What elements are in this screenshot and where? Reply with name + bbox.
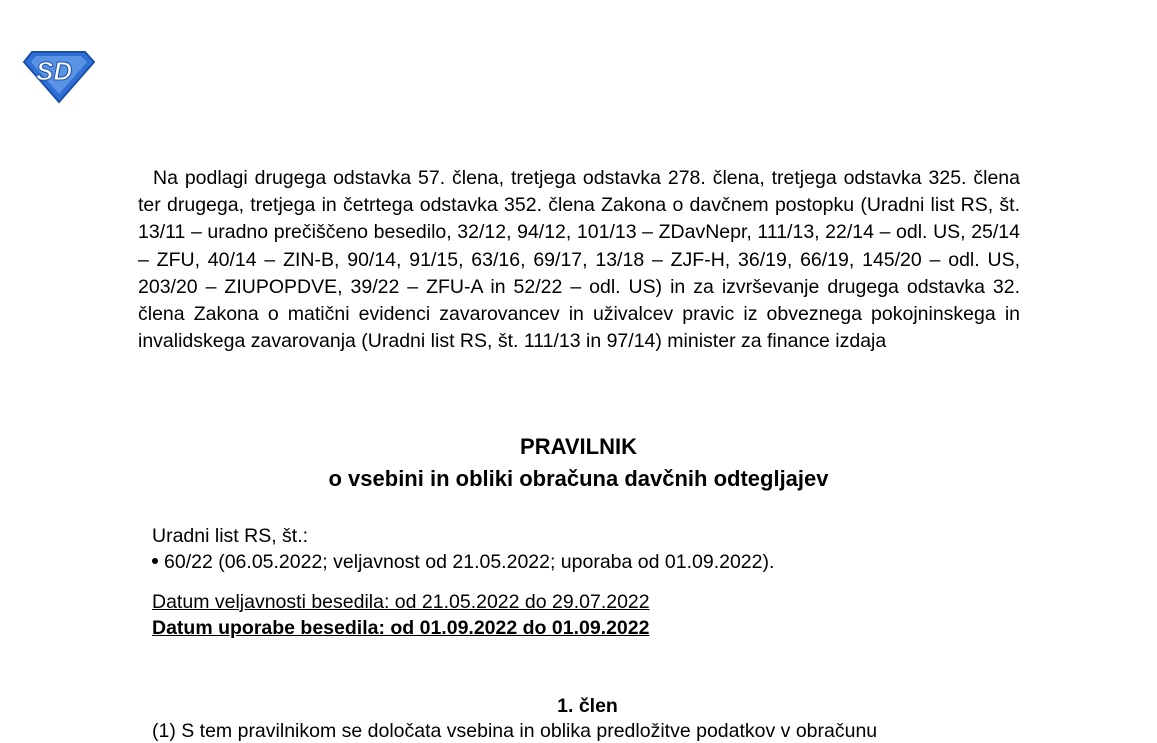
document-title: PRAVILNIK bbox=[520, 434, 637, 459]
article-paragraph: (1) S tem pravilnikom se določata vsebina in oblika predložitve podatkov v obračunu bbox=[152, 720, 878, 742]
gazette-label: Uradni list RS, št.: bbox=[152, 525, 309, 547]
gazette-entry bbox=[152, 551, 774, 574]
article-heading: 1. člen bbox=[557, 695, 618, 717]
usage-date: Datum uporabe besedila: od 01.09.2022 do 01.09.2022 bbox=[152, 617, 650, 639]
bullet-icon bbox=[152, 558, 158, 564]
document-subtitle: o vsebini in obliki obračuna davčnih odtegljajev bbox=[328, 466, 829, 491]
logo-letters: SD bbox=[36, 56, 73, 86]
gazette-entry-text: 60/22 (06.05.2022; veljavnost od 21.05.2022; uporaba od 01.09.2022). bbox=[164, 551, 775, 573]
preamble-paragraph: Na podlagi drugega odstavka 57. člena, tretjega odstavka 278. člena, tretjega odstavka 325. člena ter drugega, tretjega in četrtega odstavka 352. člena Zakona o davčnem postopku (Uradni list RS, št. 13/11 – uradno prečiščeno besedilo, 32/12, 94/12, 101/13 – ZDavNepr, 111/13, 22/14 – odl. US, 25/14 – ZFU, 40/14 – ZIN-B, 90/14, 91/15, 63/16, 69/17, 13/18 – ZJF-H, 36/19, 66/19, 145/20 – odl. US, 203/20 – ZIUPOPDVE, 39/22 – ZFU-A in 52/22 – odl. US) in za izvrševanje drugega odstavka 32. člena Zakona o matični evidenci zavarovancev in uživalcev pravic iz obveznega pokojninskega in invalidskega zavarovanja (Uradni list RS, št. 111/13 in 97/14) minister za finance izdaja bbox=[138, 167, 1020, 353]
validity-date: Datum veljavnosti besedila: od 21.05.2022 do 29.07.2022 bbox=[152, 591, 650, 613]
sd-shield-logo-icon bbox=[22, 48, 95, 104]
